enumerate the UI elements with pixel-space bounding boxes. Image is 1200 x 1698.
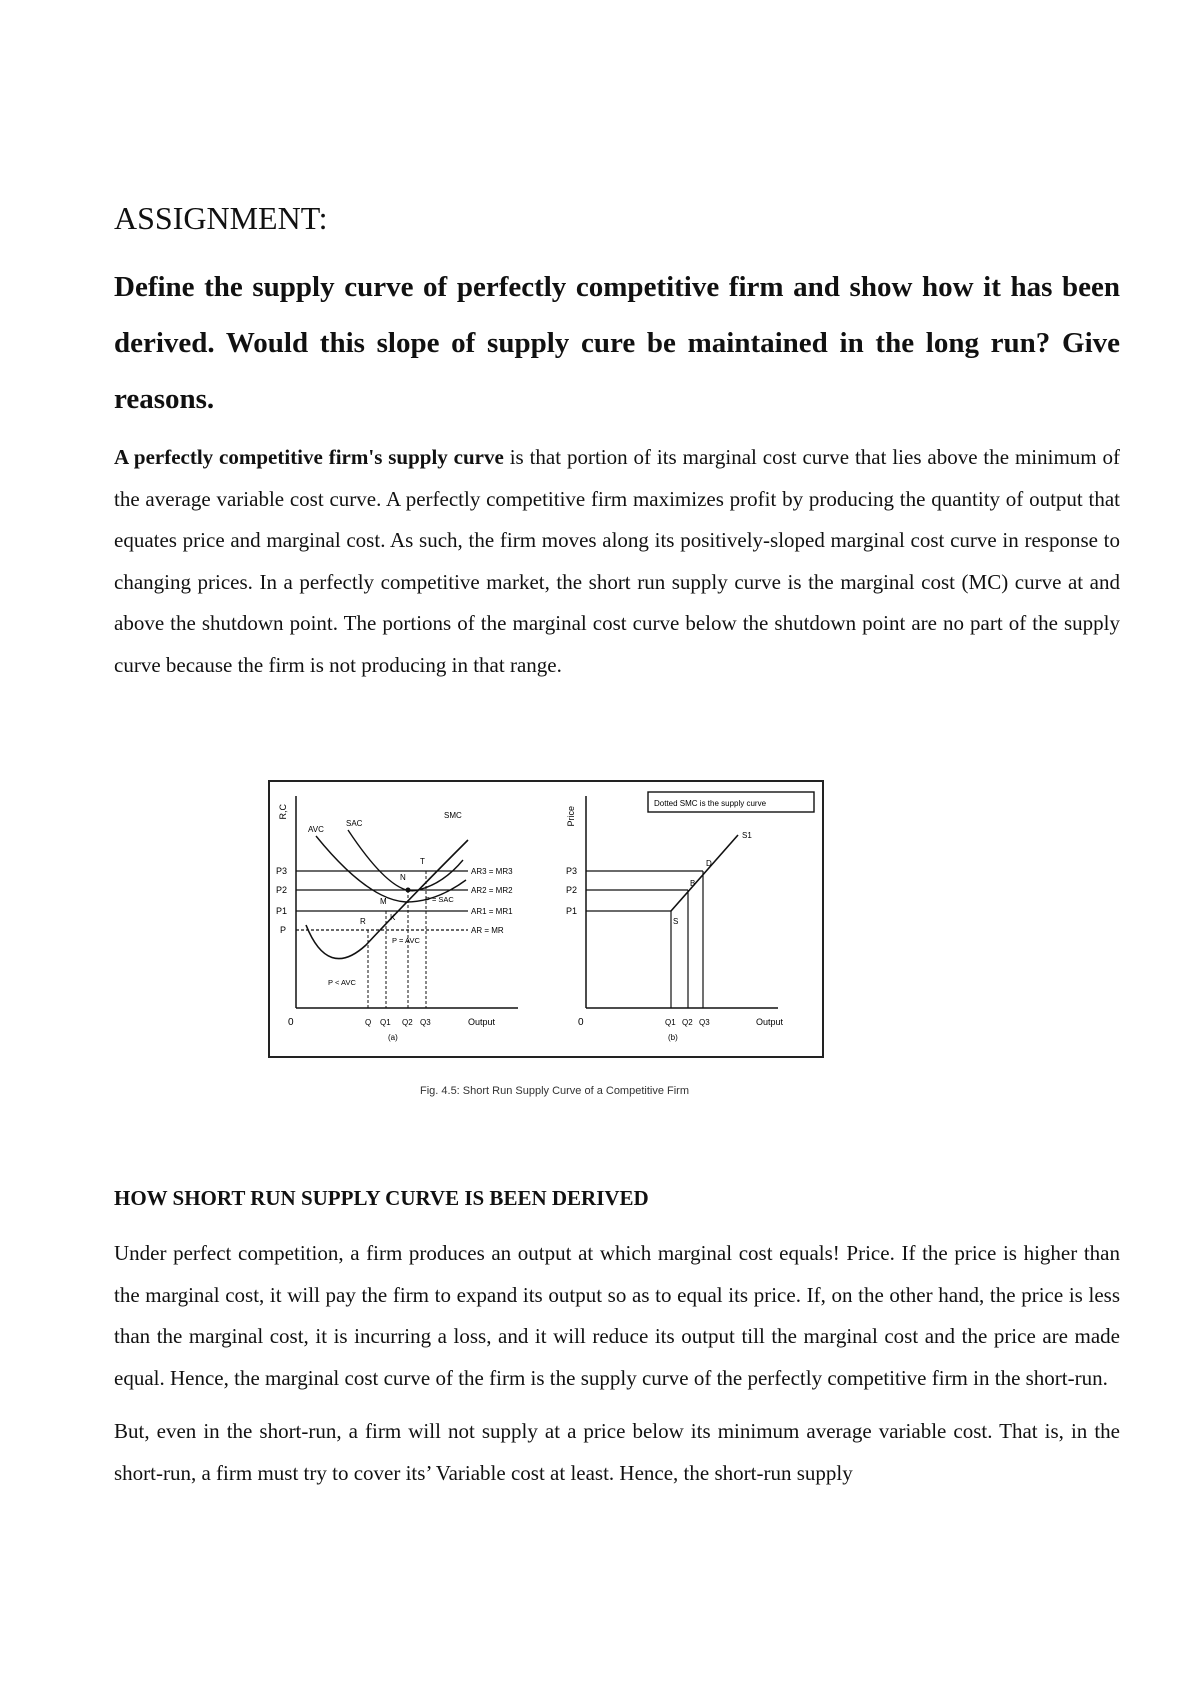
right-sub-label: (b)	[668, 1033, 678, 1042]
document-body-continued	[114, 1233, 1120, 1494]
left-price-label: P	[280, 925, 287, 935]
ar-mr-label: AR1 = MR1	[471, 907, 513, 916]
left-price-label: P2	[276, 885, 288, 895]
intro-text: is that portion of its marginal cost curve that lies above the minimum of the average variable cost curve. A perfectly competitive firm maximizes profit by producing the quantity of output that equates price and marginal cost. As such, the firm moves along its positively-sloped marginal cost curve in response to changing prices. In a perfectly competitive market, the short run supply curve is the marginal cost (MC) curve at and above the shutdown point. The portions of the marginal cost curve below the shutdown point are no part of the supply curve because the firm is not producing in that range.	[114, 445, 1120, 677]
figure-caption: Fig. 4.5: Short Run Supply Curve of a Competitive Firm	[420, 1085, 689, 1097]
paragraph-3: But, even in the short-run, a firm will not supply at a price below its minimum average variable cost. That is, in the short-run, a firm must try to cover its’ Variable cost at least. Hence, the short-run supply	[114, 1419, 1120, 1485]
left-x-axis-label: Output	[468, 1017, 496, 1027]
point-s-label: S	[673, 917, 679, 926]
document-body	[114, 200, 1120, 686]
right-x-tick: Q3	[699, 1018, 710, 1027]
avc-label: AVC	[308, 825, 324, 834]
point-b-label: B	[690, 879, 696, 888]
left-price-label: P1	[276, 906, 288, 916]
left-x-tick: Q2	[402, 1018, 413, 1027]
left-price-label: P3	[276, 866, 288, 876]
right-x-tick: Q1	[665, 1018, 676, 1027]
left-x-tick: Q1	[380, 1018, 391, 1027]
assignment-heading: ASSIGNMENT:	[114, 200, 328, 236]
right-price-label: P3	[566, 866, 578, 876]
right-price-label: P1	[566, 906, 578, 916]
sac-label: SAC	[346, 819, 363, 828]
point-n-label: N	[400, 873, 406, 882]
point-d-label: D	[706, 859, 712, 868]
left-sub-label: (a)	[388, 1033, 398, 1042]
p-avc-annotation: P = AVC	[392, 936, 420, 945]
right-y-axis-label: Price	[566, 806, 576, 827]
paragraph-2: Under perfect competition, a firm produces an output at which marginal cost equals! Price. If the price is higher than the marginal cost, it will pay the firm to expand its output so as to equal its price. If, on the other hand, the price is less than the marginal cost, it is incurring a loss, and it will reduce its output till the marginal cost and the price are made equal. Hence, the marginal cost curve of the firm is the supply curve of the perfectly competitive firm in the short-run.	[114, 1241, 1120, 1390]
supply-curve-figure	[268, 780, 824, 1058]
left-y-axis-label: R,C	[278, 804, 288, 820]
right-price-label: P2	[566, 885, 578, 895]
intro-paragraph	[114, 437, 1120, 686]
intro-bold-phrase: A perfectly competitive firm's supply curve	[114, 445, 504, 469]
point-r-label: R	[360, 917, 366, 926]
ar-mr-label: AR = MR	[471, 926, 504, 935]
left-origin: 0	[288, 1017, 294, 1028]
ar-mr-label: AR2 = MR2	[471, 886, 513, 895]
p-lt-avc-annotation: P < AVC	[328, 978, 356, 987]
right-x-axis-label: Output	[756, 1017, 784, 1027]
left-x-tick: Q3	[420, 1018, 431, 1027]
section-title: HOW SHORT RUN SUPPLY CURVE IS BEEN DERIVED	[114, 1186, 649, 1210]
left-x-tick: Q	[365, 1018, 372, 1027]
right-origin: 0	[578, 1017, 584, 1028]
smc-label: SMC	[444, 811, 462, 820]
p-sac-annotation: P = SAC	[425, 895, 454, 904]
legend-box-text: Dotted SMC is the supply curve	[654, 799, 767, 808]
assignment-question: Define the supply curve of perfectly competitive firm and show how it has been derived. Would this slope of supply cure be maintained in the long run? Give reasons.	[114, 271, 1120, 415]
point-k-label: K	[390, 913, 396, 922]
point-m-label: M	[380, 897, 387, 906]
ar-mr-label: AR3 = MR3	[471, 867, 513, 876]
point-s1-label: S1	[742, 831, 752, 840]
right-x-tick: Q2	[682, 1018, 693, 1027]
point-t-label: T	[420, 857, 425, 866]
